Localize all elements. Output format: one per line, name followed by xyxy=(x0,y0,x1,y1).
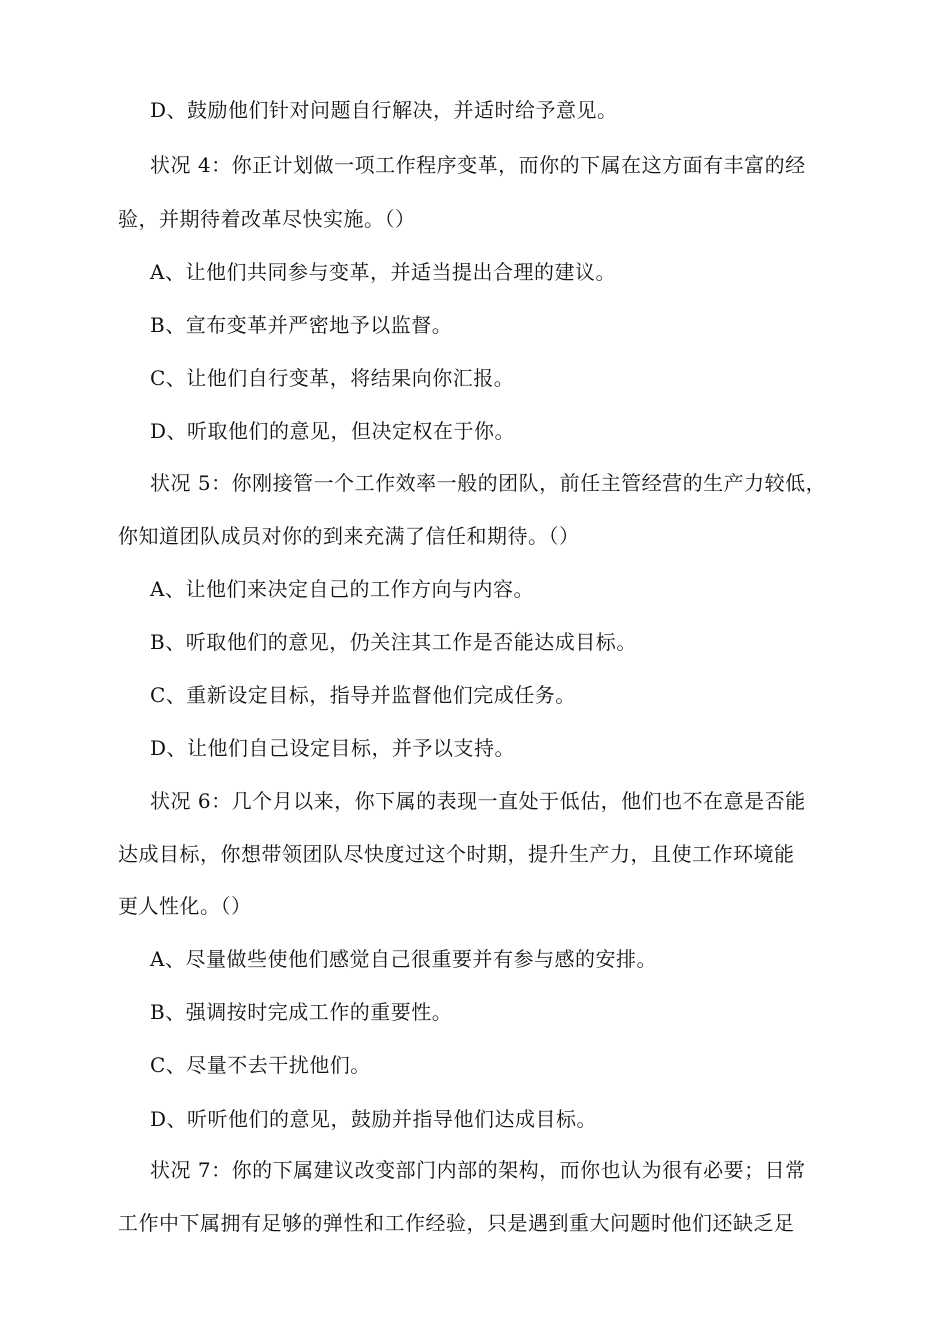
text-line: 达成目标，你想带领团队尽快度过这个时期，提升生产力，且使工作环境能 xyxy=(118,842,795,866)
text-line: D、鼓励他们针对问题自行解决，并适时给予意见。 xyxy=(150,98,618,122)
text-line: 你知道团队成员对你的到来充满了信任和期待。（） xyxy=(118,524,580,548)
text-line: C、尽量不去干扰他们。 xyxy=(150,1053,371,1077)
text-line: 更人性化。（） xyxy=(118,894,252,918)
text-line: 状况 4：你正计划做一项工作程序变革，而你的下属在这方面有丰富的经 xyxy=(150,153,806,177)
text-line: B、强调按时完成工作的重要性。 xyxy=(150,1000,453,1024)
text-line: 状况 6：几个月以来，你下属的表现一直处于低估，他们也不在意是否能 xyxy=(150,789,806,813)
text-line: D、让他们自己设定目标，并予以支持。 xyxy=(150,736,516,760)
text-line: A、让他们来决定自己的工作方向与内容。 xyxy=(150,577,534,601)
text-line: 状况 5：你刚接管一个工作效率一般的团队，前任主管经营的生产力较低， xyxy=(150,471,827,495)
text-line: B、听取他们的意见，仍关注其工作是否能达成目标。 xyxy=(150,630,637,654)
text-line: 状况 7：你的下属建议改变部门内部的架构，而你也认为很有必要；日常 xyxy=(150,1158,806,1182)
text-line: 验，并期待着改革尽快实施。（） xyxy=(118,207,416,231)
text-line: D、听取他们的意见，但决定权在于你。 xyxy=(150,419,516,443)
text-line: C、重新设定目标，指导并监督他们完成任务。 xyxy=(150,683,576,707)
text-line: A、让他们共同参与变革，并适当提出合理的建议。 xyxy=(150,260,616,284)
text-line: A、尽量做些使他们感觉自己很重要并有参与感的安排。 xyxy=(150,947,657,971)
text-line: B、宣布变革并严密地予以监督。 xyxy=(150,313,453,337)
text-line: 工作中下属拥有足够的弹性和工作经验，只是遇到重大问题时他们还缺乏足 xyxy=(118,1211,795,1235)
text-line: C、让他们自行变革，将结果向你汇报。 xyxy=(150,366,515,390)
text-line: D、听听他们的意见，鼓励并指导他们达成目标。 xyxy=(150,1107,598,1131)
